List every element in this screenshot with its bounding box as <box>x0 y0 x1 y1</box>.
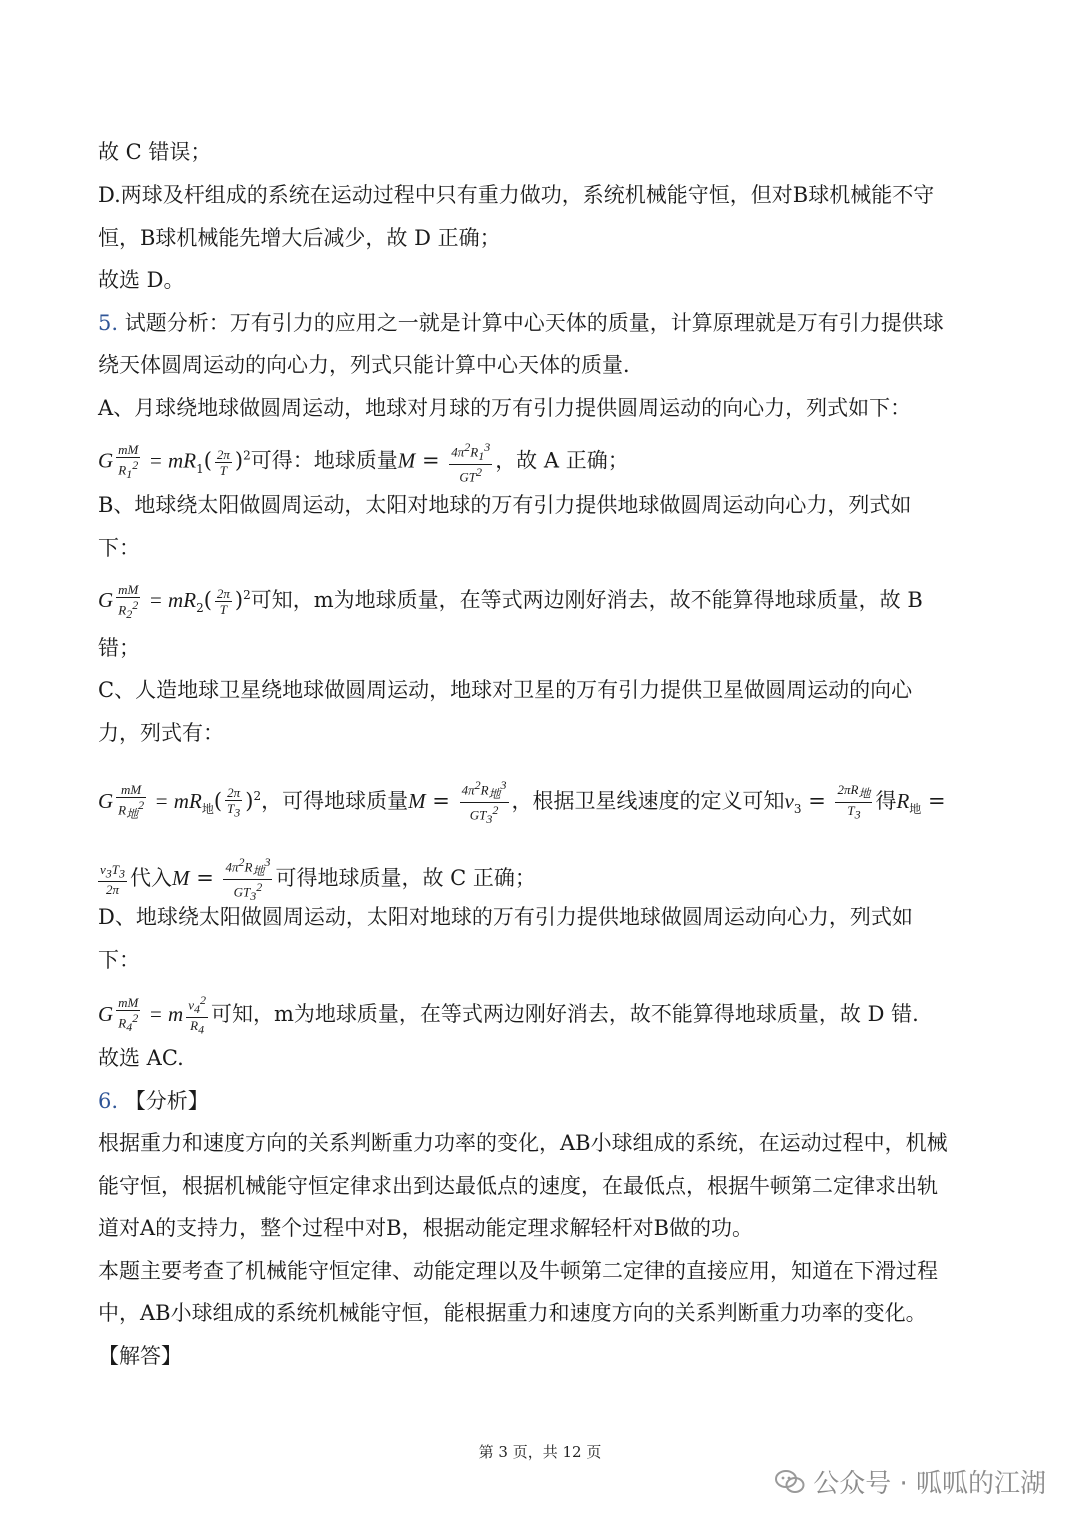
text-line: 错； <box>98 636 140 660</box>
equation-text: 可得：地球质量 <box>250 448 398 473</box>
formula: $\frac{mM}{R_地^2}$ <box>118 782 145 822</box>
question-number: 5. <box>98 311 119 335</box>
formula: $\frac{2\pi}{T}$ <box>216 446 230 478</box>
watermark <box>775 1463 1046 1500</box>
text-line: 力，列式有： <box>98 721 224 745</box>
text-line: D.两球及杆组成的系统在运动过程中只有重力做功，系统机械能守恒，但对B球机械能不守 <box>98 183 935 207</box>
formula: $\frac{v_3T_3}{2\pi}$ <box>100 861 126 898</box>
equation-c-2: $\frac{v_3T_3}{2\pi}$ 代入M = $\frac{4\pi^2R_地^3}{GT_3^2}$ 可得地球质量，故 C 正确； <box>100 855 536 903</box>
text-line: 故 C 错误； <box>98 140 212 164</box>
text-line: 下： <box>98 536 140 560</box>
equation-d: G $\frac{mM}{R_4^2}$ = m $\frac{v_4^2}{R_4}$ 可知，m为地球质量，在等式两边刚好消去，故不能算得地球质量，故 D 错. <box>98 993 919 1037</box>
text-line: 能守恒，根据机械能守恒定律求出到达最低点的速度，在最低点，根据牛顿第二定律求出轨 <box>98 1174 938 1198</box>
formula: $\frac{4\pi^2R_地^3}{GT_3^2}$ <box>461 778 507 826</box>
formula: $\frac{mM}{R_1^2}$ <box>118 442 139 482</box>
formula: $\frac{4\pi^2R_地^3}{GT_3^2}$ <box>225 855 271 903</box>
text-line: A、月球绕地球做圆周运动，地球对月球的万有引力提供圆周运动的向心力，列式如下： <box>98 396 912 420</box>
analysis-heading: 【分析】 <box>124 1089 209 1113</box>
formula: $\frac{mM}{R_4^2}$ <box>118 995 139 1035</box>
text-line: 道对A的支持力，整个过程中对B，根据动能定理求解轻杆对B做的功。 <box>98 1216 754 1240</box>
equation-c-1: G $\frac{mM}{R_地^2}$ = $mR_地$( $\frac{2\pi}{T_3}$ )$^2$，可得地球质量M = $\frac{4\pi^2R_地^3}{GT_3^2}$ ，根据卫星线速度的定义可知$v_3$ = $\frac{2\pi R_地}{T_3}$ 得$R_地$ = <box>98 778 946 826</box>
equation-text: ，故 A 正确； <box>495 448 629 473</box>
text-line: 故选 AC. <box>98 1046 184 1070</box>
formula: $\frac{4\pi^2R_1^3}{GT^2}$ <box>451 440 491 485</box>
equation-text: 得 <box>875 788 897 813</box>
formula: $\frac{2\pi}{T_3}$ <box>227 784 241 820</box>
formula: $\frac{mM}{R_2^2}$ <box>118 581 139 621</box>
equation-a: G $\frac{mM}{R_1^2}$ = $mR_1$( $\frac{2\pi}{T}$ )$^2$可得：地球质量M = $\frac{4\pi^2R_1^3}{GT^2}$ ，故 A 正确； <box>98 440 629 485</box>
watermark-text: 公众号 · 呱呱的江湖 <box>813 1469 1046 1499</box>
equation-text: ，可得地球质量 <box>261 788 409 813</box>
text-line: 本题主要考查了机械能守恒定律、动能定理以及牛顿第二定律的直接应用，知道在下滑过程 <box>98 1259 938 1283</box>
text-line: 下： <box>98 948 140 972</box>
formula: $\frac{2\pi R_地}{T_3}$ <box>837 782 871 822</box>
text-line: D、地球绕太阳做圆周运动，太阳对地球的万有引力提供地球做圆周运动向心力，列式如 <box>98 905 913 929</box>
formula: $\frac{v_4^2}{R_4}$ <box>188 993 207 1037</box>
text-line: 故选 D。 <box>98 268 185 292</box>
equation-b: G $\frac{mM}{R_2^2}$ = $mR_2$( $\frac{2\pi}{T}$ )$^2$可知，m为地球质量，在等式两边刚好消去，故不能算得地球质量，故 B <box>98 581 923 621</box>
question-number: 6. <box>98 1089 119 1113</box>
text-line: 绕天体圆周运动的向心力，列式只能计算中心天体的质量． <box>98 353 644 377</box>
page-footer: 第 3 页，共 12 页 <box>478 1443 602 1461</box>
text-line: B、地球绕太阳做圆周运动，太阳对地球的万有引力提供地球做圆周运动向心力，列式如 <box>98 493 912 517</box>
equation-text: 代入 <box>130 865 173 890</box>
question-5-text: 试题分析：万有引力的应用之一就是计算中心天体的质量，计算原理就是万有引力提供球 <box>124 311 944 335</box>
answer-heading: 【解答】 <box>98 1344 182 1368</box>
question-5-line <box>98 308 944 338</box>
equation-text: 可知，m为地球质量，在等式两边刚好消去，故不能算得地球质量，故 B <box>250 588 923 612</box>
text-line: 中，AB小球组成的系统机械能守恒，能根据重力和速度方向的关系判断重力功率的变化。 <box>98 1301 927 1325</box>
question-6-line <box>98 1086 209 1116</box>
text-line: C、人造地球卫星绕地球做圆周运动，地球对卫星的万有引力提供卫星做圆周运动的向心 <box>98 678 913 702</box>
text-line: 根据重力和速度方向的关系判断重力功率的变化，AB小球组成的系统，在运动过程中，机械 <box>98 1131 948 1155</box>
wechat-icon <box>775 1469 805 1495</box>
equation-text: ，根据卫星线速度的定义可知 <box>511 788 785 813</box>
text-line: 恒，B球机械能先增大后减少，故 D 正确； <box>98 226 501 250</box>
formula: $\frac{2\pi}{T}$ <box>216 586 230 617</box>
equation-text: 可得地球质量，故 C 正确； <box>275 865 536 890</box>
equation-text: 可知，m为地球质量，在等式两边刚好消去，故不能算得地球质量，故 D 错. <box>211 1001 919 1026</box>
